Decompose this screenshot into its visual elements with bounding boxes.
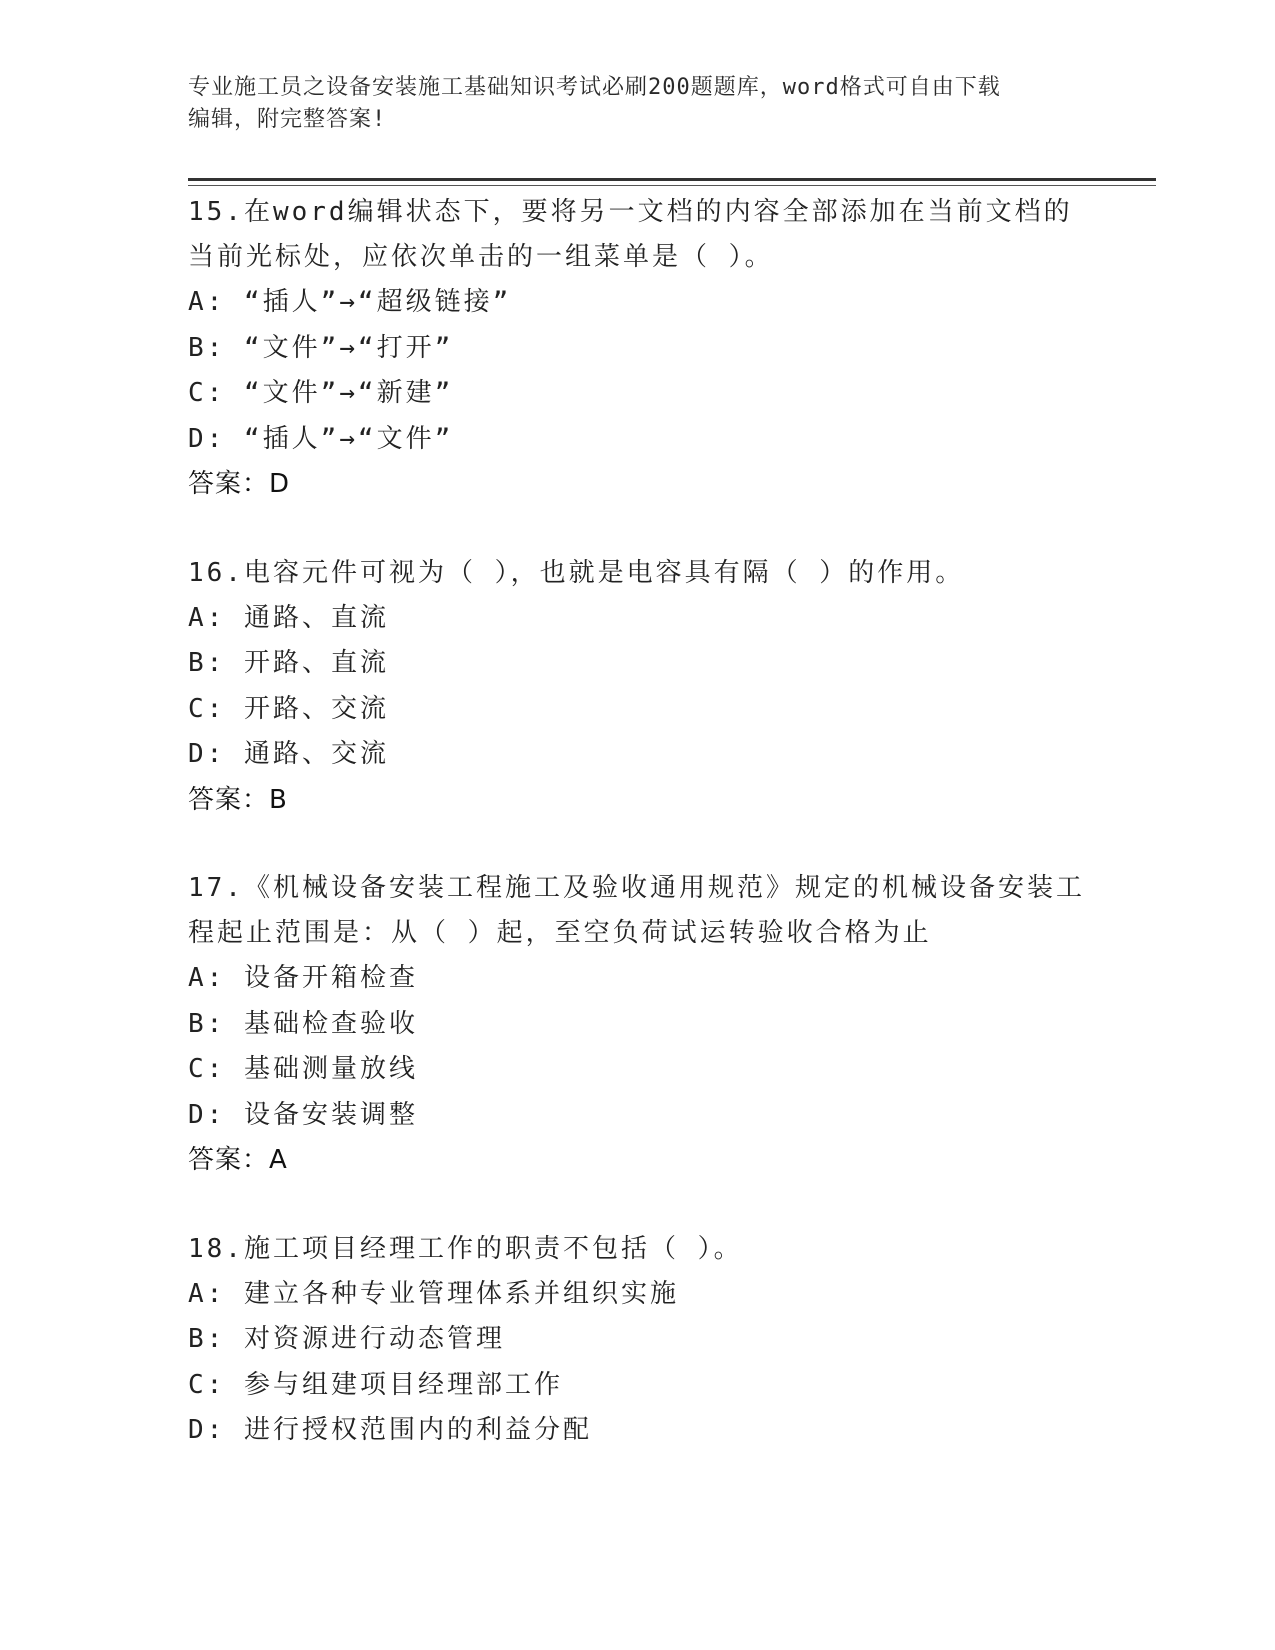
option-a: A: 设备开箱检查 — [188, 963, 418, 993]
header-divider-thick — [188, 178, 1156, 181]
question-text-continued: 当前光标处，应依次单击的一组菜单是（ ）。 — [188, 242, 774, 272]
option-b: B: 对资源进行动态管理 — [188, 1324, 505, 1354]
option-a: A: 建立各种专业管理体系并组织实施 — [188, 1278, 679, 1309]
option-a: A: “插人”→“超级链接” — [188, 287, 512, 317]
option-d: D: 设备安装调整 — [188, 1099, 418, 1130]
question-text-continued: 程起止范围是：从（ ）起，至空负荷试运转验收合格为止 — [188, 918, 932, 948]
option-c: C: 参与组建项目经理部工作 — [188, 1369, 563, 1400]
option-c: C: 基础测量放线 — [188, 1054, 418, 1084]
option-b: B: 基础检查验收 — [188, 1008, 418, 1039]
question-17 — [188, 866, 1088, 1184]
question-list — [188, 190, 1088, 1497]
option-d: D: “插人”→“文件” — [188, 423, 454, 454]
question-text: 15.在word编辑状态下，要将另一文档的内容全部添加在当前文档的 — [188, 197, 1073, 227]
header-title-line-1: 专业施工员之设备安装施工基础知识考试必刷200题题库，word格式可自由下载 — [188, 75, 1001, 100]
answer: 答案：B — [188, 784, 288, 815]
question-text: 17.《机械设备安装工程施工及验收通用规范》规定的机械设备安装工 — [188, 873, 1085, 903]
question-15 — [188, 190, 1088, 508]
header-divider-thin — [188, 185, 1156, 186]
option-c: C: “文件”→“新建” — [188, 378, 454, 408]
document-header — [188, 72, 1088, 136]
question-18 — [188, 1227, 1088, 1454]
option-a: A: 通路、直流 — [188, 602, 389, 633]
option-b: B: 开路、直流 — [188, 648, 389, 678]
question-16 — [188, 551, 1088, 824]
answer: 答案：A — [188, 1145, 288, 1175]
option-c: C: 开路、交流 — [188, 693, 389, 724]
question-text: 18.施工项目经理工作的职责不包括（ ）。 — [188, 1233, 743, 1264]
question-text: 16.电容元件可视为（ ），也就是电容具有隔（ ）的作用。 — [188, 557, 965, 588]
option-d: D: 进行授权范围内的利益分配 — [188, 1415, 592, 1445]
header-title-line-2: 编辑，附完整答案! — [188, 107, 387, 132]
option-b: B: “文件”→“打开” — [188, 332, 454, 363]
option-d: D: 通路、交流 — [188, 739, 389, 769]
answer: 答案：D — [188, 469, 291, 499]
